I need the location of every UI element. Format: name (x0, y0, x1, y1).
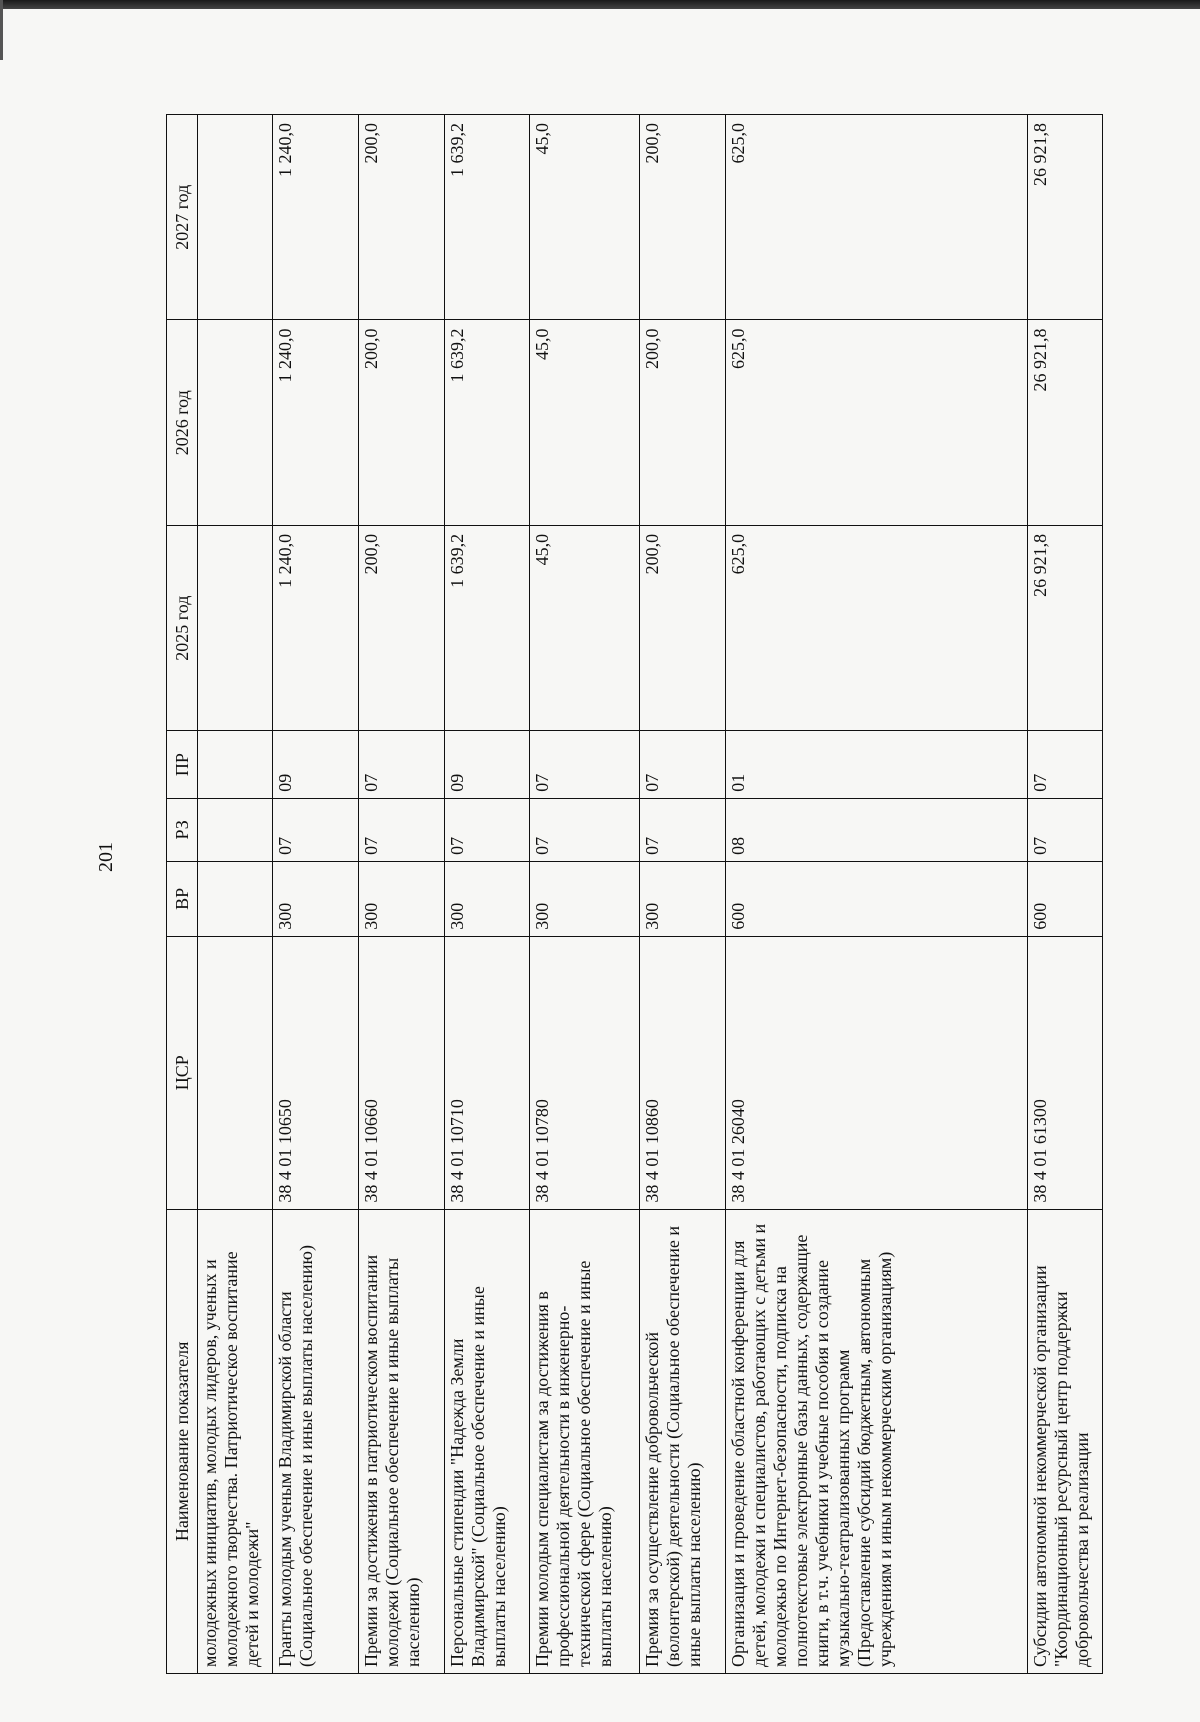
header-name: Наименование показателя (167, 1209, 198, 1673)
cell-csr (198, 936, 273, 1209)
cell-rz: 07 (530, 798, 639, 861)
cell-pr: 09 (444, 731, 530, 798)
cell-rz: 07 (358, 798, 444, 861)
cell-2025: 1 639,2 (444, 525, 530, 730)
cell-vr: 300 (530, 861, 639, 936)
cell-rz: 07 (444, 798, 530, 861)
cell-rz: 07 (273, 798, 359, 861)
cell-2026: 26 921,8 (1027, 320, 1102, 525)
cell-2026: 625,0 (725, 320, 1027, 525)
cell-2026: 45,0 (530, 320, 639, 525)
cell-vr: 300 (444, 861, 530, 936)
header-csr: ЦСР (167, 936, 198, 1209)
scan-left-edge (0, 0, 3, 60)
header-rz: РЗ (167, 798, 198, 861)
cell-pr: 01 (725, 731, 1027, 798)
cell-name: молодежных инициатив, молодых лидеров, ученых и молодежного творчества. Патриотическое воспитание детей и молодежи" (198, 1209, 273, 1673)
cell-2026: 200,0 (639, 320, 725, 525)
cell-name: Премия за осуществление добровольческой (волонтерской) деятельности (Социальное обеспечение и иные выплаты населению) (639, 1209, 725, 1673)
cell-2027: 200,0 (358, 115, 444, 320)
cell-name: Организация и проведение областной конференции для детей, молодежи и специалистов, работающих с детьми и молодежью по Интернет-безопасности, подписка на полнотекстовые электронные базы данных, содержащие книги, в т.ч. учебники и учебные пособия и создание музыкально-театрализованных программ (Предоставление субсидий бюджетным, автономным учреждениям и иным некоммерческим организациям) (725, 1209, 1027, 1673)
cell-csr: 38 4 01 10660 (358, 936, 444, 1209)
cell-2025: 26 921,8 (1027, 525, 1102, 730)
cell-2027: 200,0 (639, 115, 725, 320)
cell-csr: 38 4 01 10650 (273, 936, 359, 1209)
cell-vr: 600 (1027, 861, 1102, 936)
cell-2025: 200,0 (639, 525, 725, 730)
header-2026: 2026 год (167, 320, 198, 525)
cell-name: Премии молодым специалистам за достижения в профессиональной деятельности в инженерно-технической сфере (Социальное обеспечение и иные выплаты населению) (530, 1209, 639, 1673)
cell-2027: 1 240,0 (273, 115, 359, 320)
header-vr: ВР (167, 861, 198, 936)
cell-vr: 300 (639, 861, 725, 936)
cell-vr: 300 (358, 861, 444, 936)
cell-vr (198, 861, 273, 936)
table-row (358, 115, 444, 1674)
cell-2025: 1 240,0 (273, 525, 359, 730)
header-pr: ПР (167, 731, 198, 798)
cell-2026 (198, 320, 273, 525)
cell-name: Гранты молодым ученым Владимирской области (Социальное обеспечение и иные выплаты населению) (273, 1209, 359, 1673)
table-row (198, 115, 273, 1674)
cell-vr: 600 (725, 861, 1027, 936)
table-row (530, 115, 639, 1674)
cell-pr: 07 (530, 731, 639, 798)
cell-2025: 45,0 (530, 525, 639, 730)
cell-csr: 38 4 01 10860 (639, 936, 725, 1209)
budget-table (166, 114, 1103, 1674)
cell-2027: 1 639,2 (444, 115, 530, 320)
table-row (273, 115, 359, 1674)
cell-name: Субсидии автономной некоммерческой организации "Координационный ресурсный центр поддержки добровольчества и реализации (1027, 1209, 1102, 1673)
cell-pr: 09 (273, 731, 359, 798)
scan-top-edge (0, 0, 1200, 9)
cell-2025 (198, 525, 273, 730)
cell-vr: 300 (273, 861, 359, 936)
cell-rz (198, 798, 273, 861)
cell-2026: 1 240,0 (273, 320, 359, 525)
cell-name: Премии за достижения в патриотическом воспитании молодежи (Социальное обеспечение и иные выплаты населению) (358, 1209, 444, 1673)
header-2025: 2025 год (167, 525, 198, 730)
cell-2025: 200,0 (358, 525, 444, 730)
table-header-row (167, 115, 198, 1674)
cell-2027: 625,0 (725, 115, 1027, 320)
table-row (639, 115, 725, 1674)
cell-pr: 07 (639, 731, 725, 798)
cell-pr: 07 (1027, 731, 1102, 798)
cell-csr: 38 4 01 61300 (1027, 936, 1102, 1209)
cell-2027: 45,0 (530, 115, 639, 320)
cell-pr (198, 731, 273, 798)
cell-2026: 200,0 (358, 320, 444, 525)
cell-rz: 08 (725, 798, 1027, 861)
cell-csr: 38 4 01 10710 (444, 936, 530, 1209)
table-row (725, 115, 1027, 1674)
table-row (1027, 115, 1102, 1674)
cell-rz: 07 (639, 798, 725, 861)
cell-csr: 38 4 01 10780 (530, 936, 639, 1209)
rotated-page-content (166, 114, 1103, 1674)
cell-2026: 1 639,2 (444, 320, 530, 525)
cell-rz: 07 (1027, 798, 1102, 861)
cell-csr: 38 4 01 26040 (725, 936, 1027, 1209)
cell-2027 (198, 115, 273, 320)
header-2027: 2027 год (167, 115, 198, 320)
cell-2025: 625,0 (725, 525, 1027, 730)
table-row (444, 115, 530, 1674)
cell-pr: 07 (358, 731, 444, 798)
page-number: 201 (95, 842, 117, 872)
cell-2027: 26 921,8 (1027, 115, 1102, 320)
cell-name: Персональные стипендии "Надежда Земли Владимирской" (Социальное обеспечение и иные выплаты населению) (444, 1209, 530, 1673)
